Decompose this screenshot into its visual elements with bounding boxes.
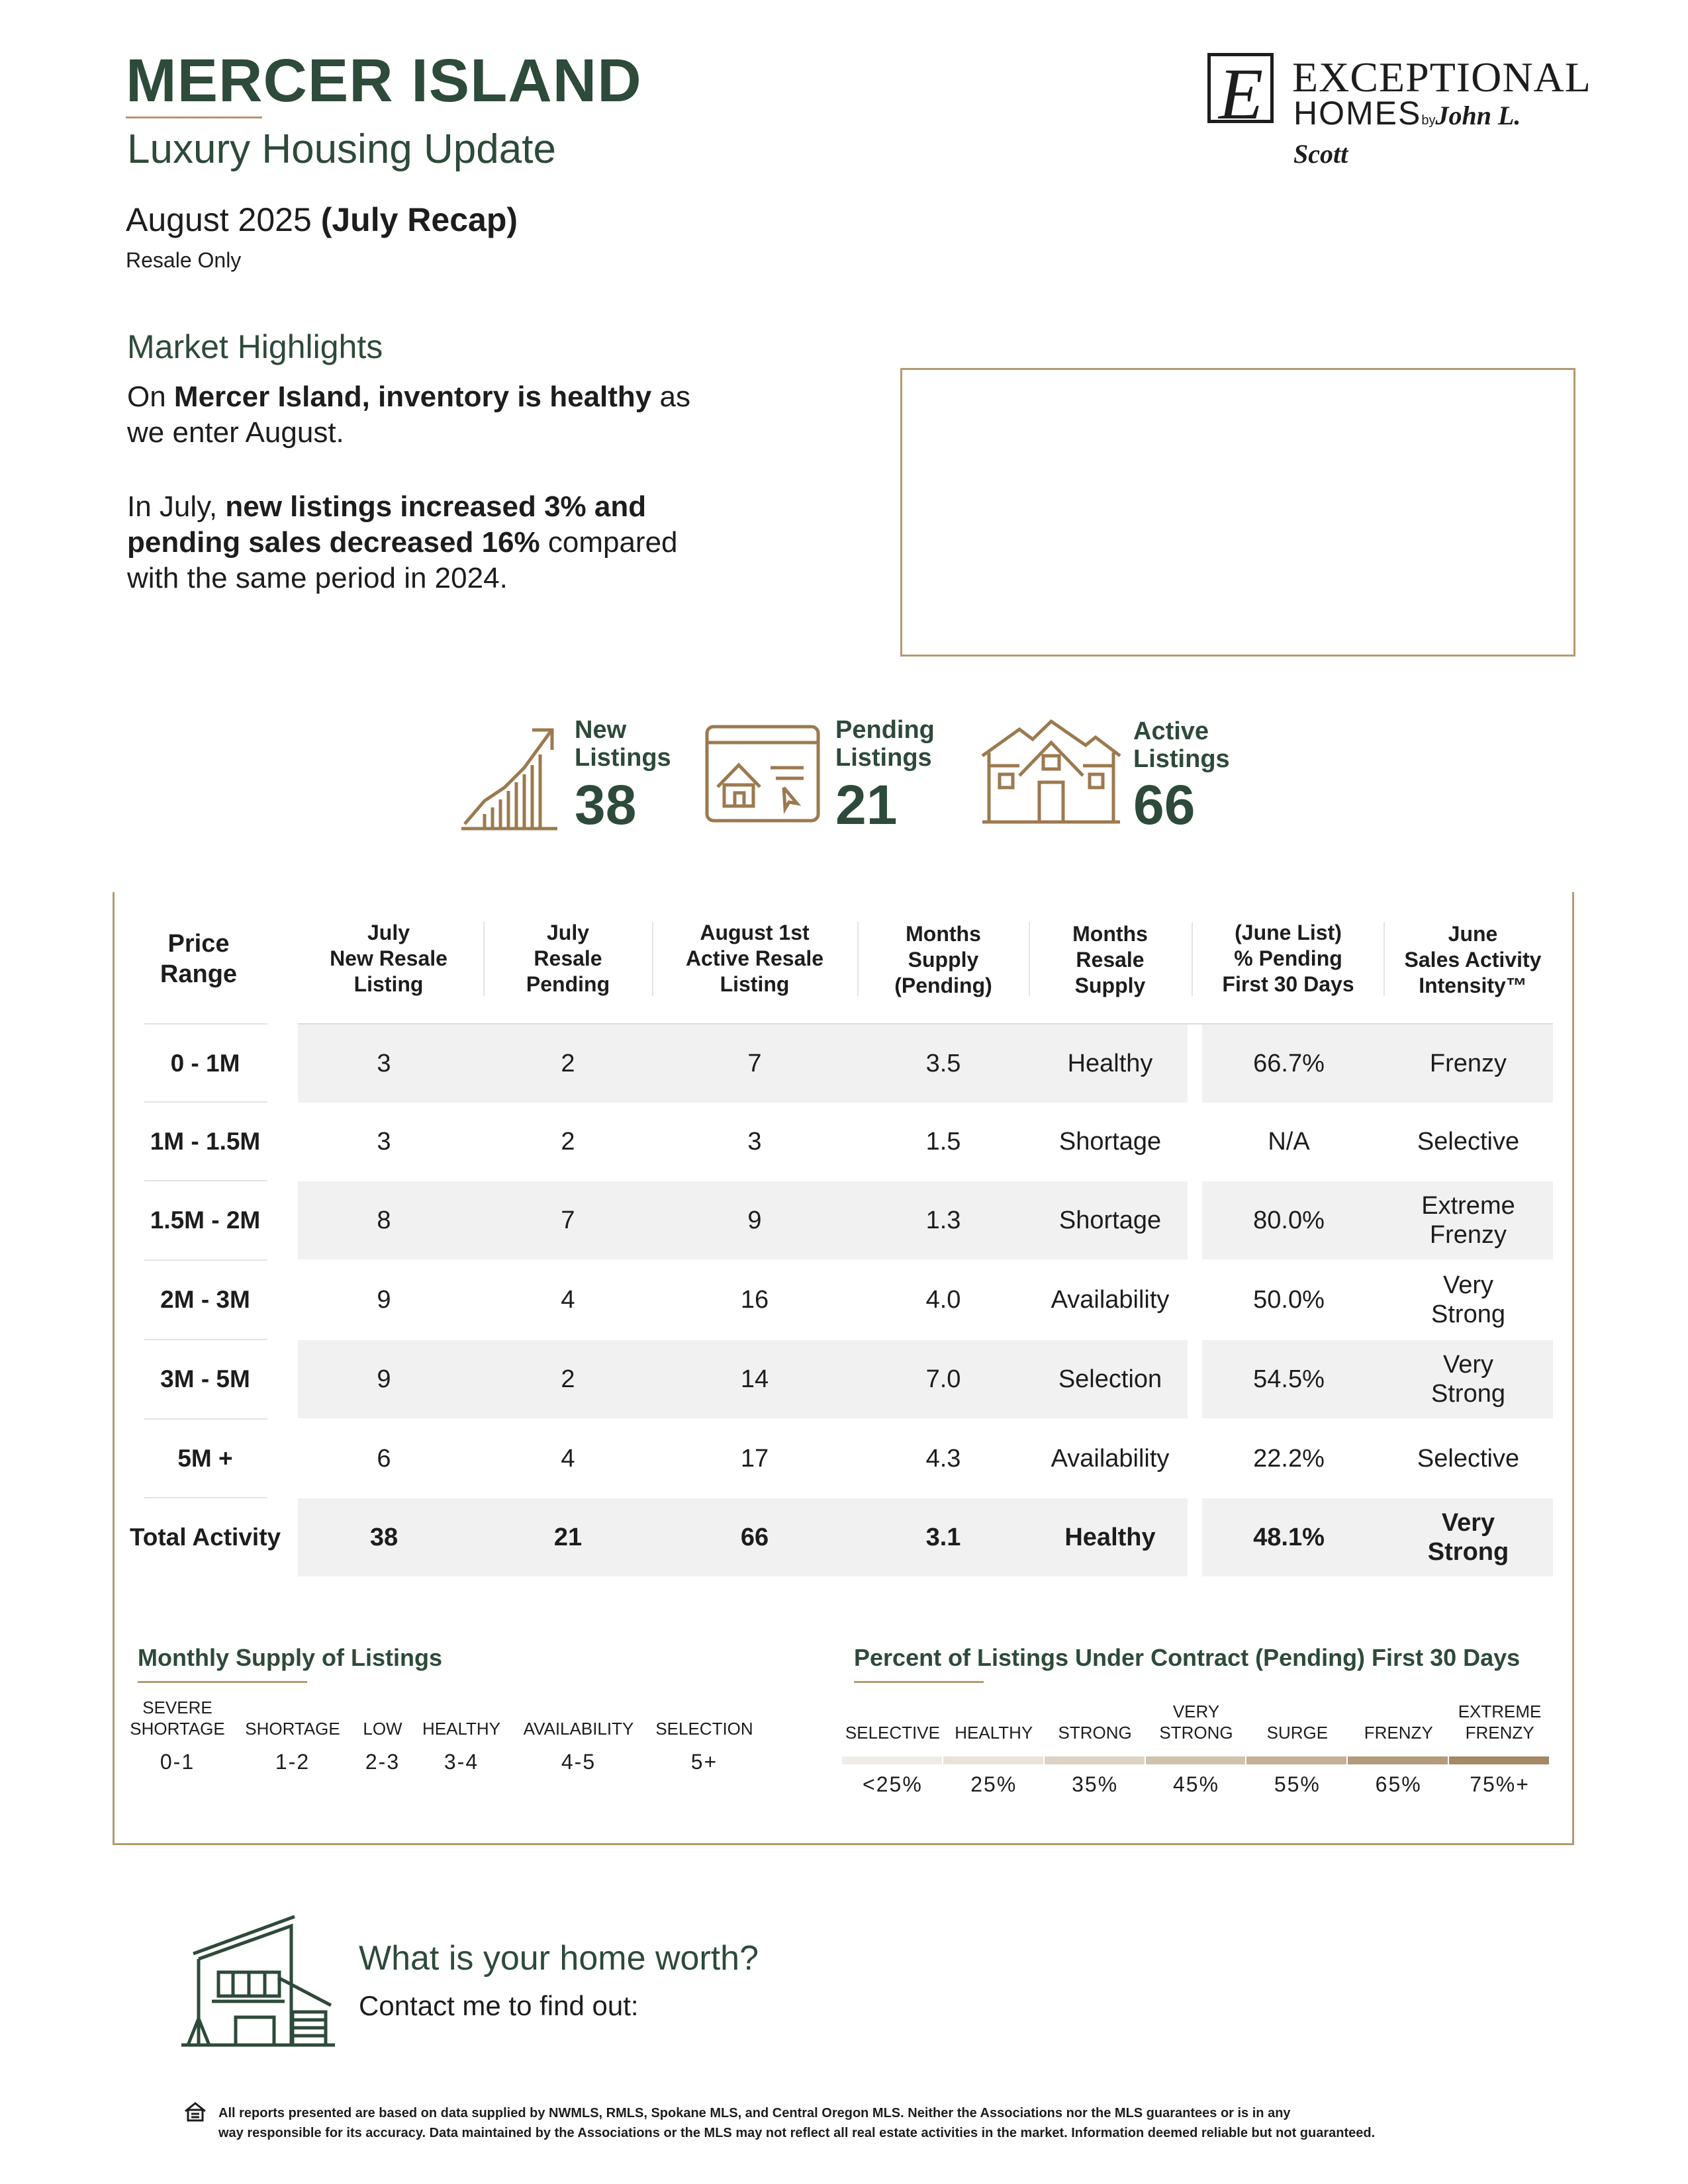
table-cell-mo-resale: Shortage [1058,1206,1162,1234]
header-divider [652,922,653,996]
pending-scale-segment [842,1756,942,1764]
table-cell-intensity [1383,1340,1553,1418]
agent-info-box [900,368,1575,657]
table-cell-active: 66 [740,1524,769,1551]
intensity-text: Very [1442,1271,1494,1299]
pending-level-value: 25% [970,1772,1017,1796]
table-cell-pct: 48.1% [1253,1524,1325,1551]
supply-level-range: 3-4 [444,1750,479,1774]
logo-line2: HOMESbyJohn L. Scott [1293,95,1521,169]
page-title: MERCER ISLAND [126,47,642,114]
logo-mark-icon: E [1207,53,1274,123]
table-cell-pct: 50.0% [1253,1286,1325,1314]
supply-level-range: 5+ [690,1750,718,1774]
supply-level-range: 1-2 [275,1750,310,1774]
row-price-range: 1M - 1.5M [150,1128,261,1155]
intensity-text: Selective [1417,1128,1520,1156]
resale-note: Resale Only [126,248,242,272]
supply-level-label: SHORTAGE [245,1719,340,1739]
pending-level-label: STRONG [1058,1723,1132,1743]
intensity-text: Strong [1427,1538,1509,1566]
pending-scale-segment [1348,1756,1448,1764]
pending-scale-segment [943,1756,1043,1764]
header-sales-intensity: June Sales Activity Intensity™ [1404,922,1542,997]
table-cell-mo-pending: 7.0 [925,1365,961,1393]
table-cell-new: 9 [377,1365,391,1393]
pending-level-value: 75%+ [1470,1772,1530,1796]
header-divider [1192,922,1193,996]
table-cell-intensity [1383,1420,1553,1498]
pending-level-value: 55% [1274,1772,1321,1796]
table-cell-mo-pending: 3.5 [925,1050,961,1077]
house-icon [980,716,1123,827]
table-cell-pending: 4 [561,1286,575,1314]
supply-level-label: HEALTHY [422,1719,500,1739]
table-cell-intensity [1383,1181,1553,1259]
table-cell-mo-resale: Selection [1058,1365,1162,1393]
stat-active-listings-value: 66 [1133,774,1196,836]
supply-level-label: SELECTION [655,1719,753,1739]
row-price-range: 1.5M - 2M [150,1206,261,1234]
table-cell-new: 3 [377,1050,391,1077]
table-cell-mo-pending: 3.1 [925,1524,961,1551]
intensity-text: Selective [1417,1445,1520,1473]
brand-logo [1207,53,1591,169]
row-price-range: 0 - 1M [170,1050,240,1077]
row-price-range: Total Activity [129,1524,281,1551]
supply-level-label: AVAILABILITY [523,1719,634,1739]
intensity-text: Frenzy [1429,1221,1507,1249]
intensity-text: Frenzy [1429,1050,1507,1077]
pending-legend-rule [854,1681,984,1683]
pending-scale-segment [1246,1756,1346,1764]
intensity-text: Strong [1431,1300,1505,1328]
page-subtitle: Luxury Housing Update [127,126,556,172]
table-cell-mo-resale: Healthy [1064,1524,1156,1551]
table-cell-pending: 2 [561,1128,575,1156]
intensity-text: Very [1442,1351,1494,1379]
pending-level-value: <25% [863,1772,923,1796]
stat-pending-listings-label: Pending Listings [835,716,935,772]
header-active-listing: August 1st Active Resale Listing [685,921,824,996]
pending-level-label: HEALTHY [955,1723,1033,1743]
table-cell-active: 3 [747,1128,762,1156]
supply-level-range: 4-5 [561,1750,596,1774]
header-divider [1029,922,1030,996]
header-resale-pending: July Resale Pending [526,921,610,996]
table-cell-new: 9 [377,1286,391,1314]
header-divider [483,922,485,996]
title-underline [126,116,262,118]
modern-house-icon [179,1913,338,2060]
row-price-range: 5M + [177,1445,233,1472]
equal-housing-icon [184,2102,207,2122]
table-cell-mo-pending: 4.0 [925,1286,961,1314]
table-cell-intensity [1383,1261,1553,1339]
stat-active-listings-label: Active Listings [1133,717,1230,773]
pending-level-label: VERY STRONG [1159,1702,1233,1743]
supply-level-range: 0-1 [160,1750,195,1774]
table-cell-new: 38 [369,1524,399,1551]
report-date [126,201,518,239]
table-cell-pending: 7 [561,1206,575,1234]
report-month: August 2025 [126,201,312,238]
stat-new-listings-label: New Listings [575,716,671,772]
intensity-text: Strong [1431,1380,1505,1408]
table-cell-active: 9 [747,1206,762,1234]
header-new-listing: July New Resale Listing [330,921,447,996]
report-recap: (July Recap) [320,201,518,238]
table-cell-mo-pending: 4.3 [925,1445,961,1473]
pending-level-label: SURGE [1266,1723,1329,1743]
house-listing-screen-icon [704,724,821,823]
table-cell-mo-resale: Healthy [1067,1050,1153,1077]
row-price-range: 3M - 5M [160,1365,250,1392]
table-cell-active: 16 [740,1286,769,1314]
supply-level-label: SEVERE SHORTAGE [130,1698,225,1739]
header-months-supply-pending: Months Supply (Pending) [894,922,992,997]
intensity-text: Very [1441,1509,1495,1537]
row-price-range: 2M - 3M [160,1286,250,1313]
table-cell-active: 14 [740,1365,769,1393]
header-divider [1383,922,1385,996]
pending-level-label: EXTREME FRENZY [1458,1702,1542,1743]
table-cell-new: 3 [377,1128,391,1156]
table-cell-intensity [1383,1103,1553,1181]
supply-legend-rule [138,1681,307,1683]
header-divider [857,922,859,996]
highlights-paragraph-2: In July, new listings increased 3% and pending sales decreased 16% compared with the same period in 2024. [127,490,678,594]
highlights-title: Market Highlights [127,328,383,365]
table-cell-mo-resale: Shortage [1058,1128,1162,1156]
table-cell-intensity [1383,1024,1553,1103]
table-cell-pct: 22.2% [1253,1445,1325,1473]
stat-pending-listings-value: 21 [835,774,898,836]
table-cell-pending: 21 [553,1524,583,1551]
pending-scale-segment [1146,1756,1246,1764]
supply-legend-title: Monthly Supply of Listings [138,1644,442,1671]
logo-line1: EXCEPTIONAL [1292,54,1591,101]
table-cell-pct: 80.0% [1253,1206,1325,1234]
table-cell-pending: 2 [561,1365,575,1393]
table-cell-mo-resale: Availability [1051,1286,1170,1314]
pending-scale-segment [1045,1756,1145,1764]
header-price-range: Price Range [160,930,238,988]
table-cell-active: 17 [740,1445,769,1473]
highlights-paragraph-1: On Mercer Island, inventory is healthy as we enter August. [127,381,690,449]
header-pct-pending: (June List) % Pending First 30 Days [1222,921,1354,996]
table-cell-new: 8 [377,1206,391,1234]
pending-level-value: 65% [1375,1772,1422,1796]
table-cell-pending: 4 [561,1445,575,1473]
cta-headline: What is your home worth? [359,1939,759,1978]
table-cell-pct: N/A [1268,1128,1310,1156]
table-cell-intensity [1383,1498,1553,1576]
header-months-resale-supply: Months Resale Supply [1072,922,1148,997]
supply-level-range: 2-3 [365,1750,400,1774]
pending-level-value: 45% [1172,1772,1220,1796]
table-cell-new: 6 [377,1445,391,1473]
table-cell-pct: 66.7% [1253,1050,1325,1077]
cta-subtext: Contact me to find out: [359,1990,639,2021]
table-cell-pct: 54.5% [1253,1365,1325,1393]
pending-level-label: SELECTIVE [845,1723,940,1743]
table-cell-active: 7 [747,1050,762,1077]
disclaimer: All reports presented are based on data supplied by NWMLS, RMLS, Spokane MLS, and Central Oregon MLS. Neither the Associations nor the MLS guarantees or is in any way responsible for its accuracy. Data maintained by the Associations or the MLS may not reflect all real estate activities in the market. Information deemed reliable but not guaranteed. [218,2106,1376,2140]
rising-bar-chart-icon [458,721,571,834]
pending-level-label: FRENZY [1364,1723,1433,1743]
intensity-text: Extreme [1421,1192,1515,1220]
stat-new-listings-value: 38 [575,774,637,836]
table-cell-mo-pending: 1.5 [925,1128,961,1156]
table-cell-mo-resale: Availability [1051,1445,1170,1473]
pending-scale-segment [1449,1756,1549,1764]
pending-legend-title: Percent of Listings Under Contract (Pending) First 30 Days [854,1644,1521,1671]
supply-level-label: LOW [363,1719,402,1739]
table-cell-mo-pending: 1.3 [925,1206,961,1234]
pending-level-value: 35% [1072,1772,1119,1796]
table-cell-pending: 2 [561,1050,575,1077]
